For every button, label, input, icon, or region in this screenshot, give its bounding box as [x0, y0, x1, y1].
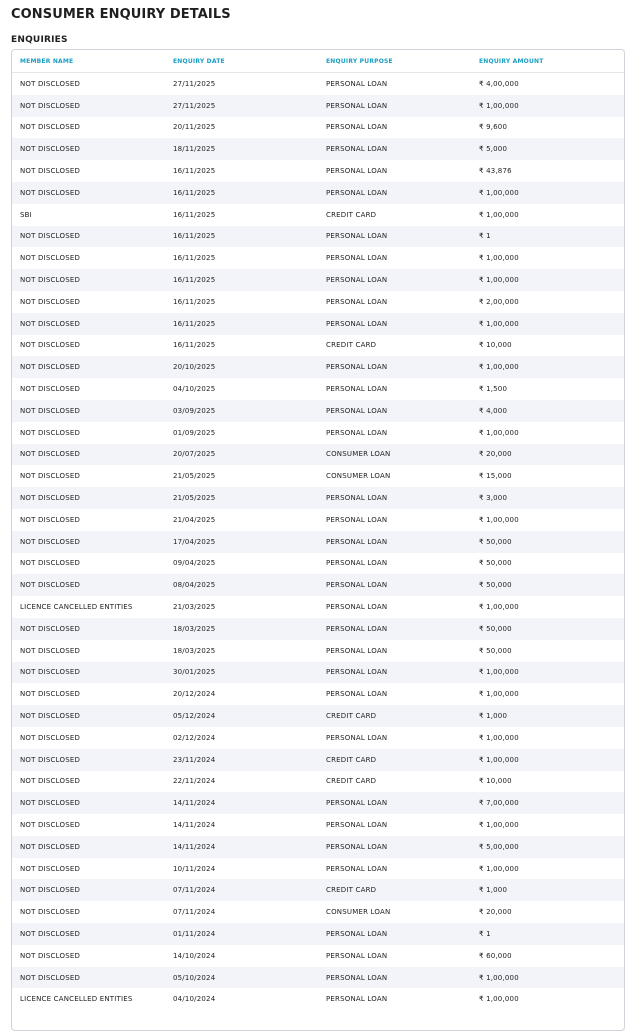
table-row — [12, 269, 624, 291]
member-name-cell: NOT DISCLOSED — [12, 95, 165, 117]
table-row — [12, 836, 624, 858]
enquiry-date-cell: 16/11/2025 — [165, 247, 318, 269]
member-name-cell: NOT DISCLOSED — [12, 160, 165, 182]
enquiry-date-cell: 10/11/2024 — [165, 858, 318, 880]
table-row — [12, 117, 624, 139]
enquiry-date-cell: 18/03/2025 — [165, 640, 318, 662]
enquiry-date-cell: 16/11/2025 — [165, 160, 318, 182]
member-name-cell: LICENCE CANCELLED ENTITIES — [12, 988, 165, 1010]
enquiry-date-cell: 20/12/2024 — [165, 683, 318, 705]
enquiry-amount-cell: ₹ 1,00,000 — [471, 967, 624, 989]
member-name-cell: NOT DISCLOSED — [12, 378, 165, 400]
enquiry-purpose-cell: PERSONAL LOAN — [318, 509, 471, 531]
enquiry-amount-cell: ₹ 2,00,000 — [471, 291, 624, 313]
enquiry-purpose-cell: PERSONAL LOAN — [318, 269, 471, 291]
enquiry-amount-cell: ₹ 50,000 — [471, 640, 624, 662]
member-name-cell: NOT DISCLOSED — [12, 923, 165, 945]
table-row — [12, 879, 624, 901]
enquiry-amount-cell: ₹ 50,000 — [471, 618, 624, 640]
table-row — [12, 858, 624, 880]
enquiry-purpose-cell: PERSONAL LOAN — [318, 683, 471, 705]
enquiry-purpose-cell: PERSONAL LOAN — [318, 422, 471, 444]
enquiry-purpose-cell: PERSONAL LOAN — [318, 378, 471, 400]
enquiry-amount-cell: ₹ 1,00,000 — [471, 683, 624, 705]
enquiry-date-cell: 21/05/2025 — [165, 487, 318, 509]
table-row — [12, 204, 624, 226]
member-name-cell: NOT DISCLOSED — [12, 73, 165, 95]
member-name-cell: NOT DISCLOSED — [12, 945, 165, 967]
enquiry-purpose-cell: PERSONAL LOAN — [318, 117, 471, 139]
enquiry-purpose-cell: PERSONAL LOAN — [318, 574, 471, 596]
member-name-cell: NOT DISCLOSED — [12, 640, 165, 662]
table-row — [12, 400, 624, 422]
enquiry-date-cell: 27/11/2025 — [165, 95, 318, 117]
enquiry-date-cell: 04/10/2024 — [165, 988, 318, 1010]
enquiry-date-cell: 21/04/2025 — [165, 509, 318, 531]
section-title: ENQUIRIES — [11, 35, 68, 45]
enquiry-purpose-cell: CREDIT CARD — [318, 749, 471, 771]
enquiry-amount-cell: ₹ 1,00,000 — [471, 988, 624, 1010]
enquiry-date-cell: 18/11/2025 — [165, 138, 318, 160]
enquiry-date-cell: 04/10/2025 — [165, 378, 318, 400]
enquiry-amount-cell: ₹ 1,00,000 — [471, 182, 624, 204]
enquiry-purpose-cell: PERSONAL LOAN — [318, 226, 471, 248]
enquiry-purpose-cell: PERSONAL LOAN — [318, 618, 471, 640]
enquiry-purpose-cell: PERSONAL LOAN — [318, 792, 471, 814]
table-row — [12, 509, 624, 531]
enquiry-purpose-cell: PERSONAL LOAN — [318, 836, 471, 858]
enquiry-date-cell: 14/11/2024 — [165, 814, 318, 836]
member-name-cell: NOT DISCLOSED — [12, 422, 165, 444]
enquiry-amount-cell: ₹ 3,000 — [471, 487, 624, 509]
enquiry-purpose-cell: PERSONAL LOAN — [318, 945, 471, 967]
enquiry-purpose-cell: PERSONAL LOAN — [318, 356, 471, 378]
table-row — [12, 73, 624, 95]
member-name-cell: NOT DISCLOSED — [12, 182, 165, 204]
enquiry-date-cell: 16/11/2025 — [165, 204, 318, 226]
column-header-member-name: MEMBER NAME — [12, 50, 165, 73]
member-name-cell: NOT DISCLOSED — [12, 553, 165, 575]
enquiry-amount-cell: ₹ 1,00,000 — [471, 509, 624, 531]
enquiry-date-cell: 21/03/2025 — [165, 596, 318, 618]
member-name-cell: NOT DISCLOSED — [12, 487, 165, 509]
enquiry-purpose-cell: PERSONAL LOAN — [318, 95, 471, 117]
table-row — [12, 727, 624, 749]
table-row — [12, 749, 624, 771]
member-name-cell: NOT DISCLOSED — [12, 574, 165, 596]
enquiry-date-cell: 14/11/2024 — [165, 792, 318, 814]
enquiry-amount-cell: ₹ 1,00,000 — [471, 422, 624, 444]
member-name-cell: NOT DISCLOSED — [12, 967, 165, 989]
enquiry-date-cell: 18/03/2025 — [165, 618, 318, 640]
table-row — [12, 640, 624, 662]
enquiry-amount-cell: ₹ 1,00,000 — [471, 596, 624, 618]
enquiry-amount-cell: ₹ 1,00,000 — [471, 727, 624, 749]
enquiry-purpose-cell: CREDIT CARD — [318, 879, 471, 901]
enquiry-date-cell: 22/11/2024 — [165, 771, 318, 793]
enquiry-date-cell: 01/11/2024 — [165, 923, 318, 945]
enquiry-purpose-cell: PERSONAL LOAN — [318, 640, 471, 662]
enquiry-amount-cell: ₹ 50,000 — [471, 553, 624, 575]
table-row — [12, 531, 624, 553]
enquiry-date-cell: 16/11/2025 — [165, 291, 318, 313]
enquiry-amount-cell: ₹ 9,600 — [471, 117, 624, 139]
member-name-cell: NOT DISCLOSED — [12, 836, 165, 858]
column-header-enquiry-date: ENQUIRY DATE — [165, 50, 318, 73]
enquiry-date-cell: 16/11/2025 — [165, 182, 318, 204]
enquiry-purpose-cell: CONSUMER LOAN — [318, 901, 471, 923]
table-row — [12, 247, 624, 269]
table-row — [12, 553, 624, 575]
member-name-cell: NOT DISCLOSED — [12, 901, 165, 923]
enquiry-date-cell: 30/01/2025 — [165, 662, 318, 684]
enquiry-amount-cell: ₹ 20,000 — [471, 901, 624, 923]
enquiry-purpose-cell: PERSONAL LOAN — [318, 247, 471, 269]
enquiry-date-cell: 16/11/2025 — [165, 313, 318, 335]
enquiry-date-cell: 09/04/2025 — [165, 553, 318, 575]
table-row — [12, 596, 624, 618]
enquiry-amount-cell: ₹ 1,000 — [471, 705, 624, 727]
member-name-cell: NOT DISCLOSED — [12, 662, 165, 684]
member-name-cell: NOT DISCLOSED — [12, 531, 165, 553]
enquiry-amount-cell: ₹ 1,500 — [471, 378, 624, 400]
enquiry-purpose-cell: PERSONAL LOAN — [318, 160, 471, 182]
enquiry-amount-cell: ₹ 1,00,000 — [471, 313, 624, 335]
enquiry-amount-cell: ₹ 1,00,000 — [471, 662, 624, 684]
enquiry-date-cell: 14/11/2024 — [165, 836, 318, 858]
enquiry-purpose-cell: CREDIT CARD — [318, 771, 471, 793]
enquiry-date-cell: 16/11/2025 — [165, 269, 318, 291]
table-header-row — [12, 50, 624, 73]
enquiry-date-cell: 23/11/2024 — [165, 749, 318, 771]
member-name-cell: NOT DISCLOSED — [12, 335, 165, 357]
enquiry-amount-cell: ₹ 43,876 — [471, 160, 624, 182]
enquiries-table-container — [11, 49, 625, 1031]
enquiry-purpose-cell: CREDIT CARD — [318, 204, 471, 226]
member-name-cell: LICENCE CANCELLED ENTITIES — [12, 596, 165, 618]
member-name-cell: NOT DISCLOSED — [12, 705, 165, 727]
enquiry-amount-cell: ₹ 4,000 — [471, 400, 624, 422]
enquiry-purpose-cell: PERSONAL LOAN — [318, 487, 471, 509]
enquiry-date-cell: 05/12/2024 — [165, 705, 318, 727]
member-name-cell: NOT DISCLOSED — [12, 313, 165, 335]
enquiry-amount-cell: ₹ 1,00,000 — [471, 204, 624, 226]
enquiry-amount-cell: ₹ 10,000 — [471, 335, 624, 357]
member-name-cell: NOT DISCLOSED — [12, 117, 165, 139]
enquiry-purpose-cell: PERSONAL LOAN — [318, 400, 471, 422]
table-row — [12, 988, 624, 1010]
table-row — [12, 422, 624, 444]
column-header-enquiry-purpose: ENQUIRY PURPOSE — [318, 50, 471, 73]
member-name-cell: NOT DISCLOSED — [12, 138, 165, 160]
table-row — [12, 138, 624, 160]
enquiry-date-cell: 08/04/2025 — [165, 574, 318, 596]
member-name-cell: NOT DISCLOSED — [12, 269, 165, 291]
table-row — [12, 226, 624, 248]
member-name-cell: NOT DISCLOSED — [12, 618, 165, 640]
enquiry-purpose-cell: PERSONAL LOAN — [318, 596, 471, 618]
enquiry-amount-cell: ₹ 1,00,000 — [471, 269, 624, 291]
enquiry-purpose-cell: PERSONAL LOAN — [318, 553, 471, 575]
member-name-cell: NOT DISCLOSED — [12, 749, 165, 771]
table-row — [12, 95, 624, 117]
table-row — [12, 160, 624, 182]
member-name-cell: NOT DISCLOSED — [12, 683, 165, 705]
table-row — [12, 444, 624, 466]
enquiry-amount-cell: ₹ 5,00,000 — [471, 836, 624, 858]
enquiry-purpose-cell: PERSONAL LOAN — [318, 313, 471, 335]
table-row — [12, 465, 624, 487]
member-name-cell: NOT DISCLOSED — [12, 509, 165, 531]
enquiry-amount-cell: ₹ 4,00,000 — [471, 73, 624, 95]
member-name-cell: NOT DISCLOSED — [12, 879, 165, 901]
enquiry-amount-cell: ₹ 1,00,000 — [471, 356, 624, 378]
table-row — [12, 967, 624, 989]
enquiry-amount-cell: ₹ 1,00,000 — [471, 814, 624, 836]
table-row — [12, 771, 624, 793]
member-name-cell: NOT DISCLOSED — [12, 858, 165, 880]
enquiry-date-cell: 05/10/2024 — [165, 967, 318, 989]
enquiry-date-cell: 02/12/2024 — [165, 727, 318, 749]
enquiry-date-cell: 07/11/2024 — [165, 879, 318, 901]
enquiry-date-cell: 20/07/2025 — [165, 444, 318, 466]
table-row — [12, 792, 624, 814]
page-title: CONSUMER ENQUIRY DETAILS — [11, 7, 231, 22]
member-name-cell: NOT DISCLOSED — [12, 247, 165, 269]
member-name-cell: NOT DISCLOSED — [12, 444, 165, 466]
enquiry-purpose-cell: PERSONAL LOAN — [318, 138, 471, 160]
table-row — [12, 574, 624, 596]
enquiry-purpose-cell: PERSONAL LOAN — [318, 531, 471, 553]
enquiry-date-cell: 16/11/2025 — [165, 335, 318, 357]
enquiry-amount-cell: ₹ 50,000 — [471, 574, 624, 596]
member-name-cell: NOT DISCLOSED — [12, 400, 165, 422]
table-row — [12, 313, 624, 335]
enquiry-amount-cell: ₹ 60,000 — [471, 945, 624, 967]
enquiry-amount-cell: ₹ 1 — [471, 923, 624, 945]
enquiry-date-cell: 07/11/2024 — [165, 901, 318, 923]
enquiry-date-cell: 14/10/2024 — [165, 945, 318, 967]
enquiry-purpose-cell: PERSONAL LOAN — [318, 988, 471, 1010]
enquiry-purpose-cell: CONSUMER LOAN — [318, 444, 471, 466]
column-header-enquiry-amount: ENQUIRY AMOUNT — [471, 50, 624, 73]
table-row — [12, 378, 624, 400]
member-name-cell: NOT DISCLOSED — [12, 291, 165, 313]
enquiry-purpose-cell: PERSONAL LOAN — [318, 967, 471, 989]
enquiry-purpose-cell: PERSONAL LOAN — [318, 291, 471, 313]
enquiry-amount-cell: ₹ 1,00,000 — [471, 247, 624, 269]
table-row — [12, 923, 624, 945]
enquiry-purpose-cell: PERSONAL LOAN — [318, 662, 471, 684]
enquiry-purpose-cell: PERSONAL LOAN — [318, 182, 471, 204]
member-name-cell: NOT DISCLOSED — [12, 226, 165, 248]
table-row — [12, 945, 624, 967]
member-name-cell: NOT DISCLOSED — [12, 792, 165, 814]
enquiries-table — [12, 50, 624, 1010]
member-name-cell: NOT DISCLOSED — [12, 771, 165, 793]
enquiry-date-cell: 01/09/2025 — [165, 422, 318, 444]
enquiry-purpose-cell: PERSONAL LOAN — [318, 814, 471, 836]
enquiry-date-cell: 17/04/2025 — [165, 531, 318, 553]
enquiry-purpose-cell: CREDIT CARD — [318, 335, 471, 357]
enquiry-date-cell: 20/10/2025 — [165, 356, 318, 378]
enquiry-purpose-cell: PERSONAL LOAN — [318, 923, 471, 945]
enquiry-amount-cell: ₹ 1,00,000 — [471, 95, 624, 117]
table-row — [12, 814, 624, 836]
enquiry-purpose-cell: PERSONAL LOAN — [318, 73, 471, 95]
member-name-cell: SBI — [12, 204, 165, 226]
enquiry-amount-cell: ₹ 15,000 — [471, 465, 624, 487]
member-name-cell: NOT DISCLOSED — [12, 465, 165, 487]
table-row — [12, 356, 624, 378]
table-row — [12, 335, 624, 357]
enquiry-amount-cell: ₹ 5,000 — [471, 138, 624, 160]
enquiry-purpose-cell: CONSUMER LOAN — [318, 465, 471, 487]
table-row — [12, 487, 624, 509]
enquiry-date-cell: 20/11/2025 — [165, 117, 318, 139]
member-name-cell: NOT DISCLOSED — [12, 356, 165, 378]
table-row — [12, 683, 624, 705]
enquiry-amount-cell: ₹ 10,000 — [471, 771, 624, 793]
enquiry-purpose-cell: PERSONAL LOAN — [318, 727, 471, 749]
enquiry-date-cell: 21/05/2025 — [165, 465, 318, 487]
enquiry-amount-cell: ₹ 1 — [471, 226, 624, 248]
enquiry-date-cell: 03/09/2025 — [165, 400, 318, 422]
enquiry-date-cell: 27/11/2025 — [165, 73, 318, 95]
enquiry-date-cell: 16/11/2025 — [165, 226, 318, 248]
table-row — [12, 182, 624, 204]
table-row — [12, 662, 624, 684]
table-row — [12, 291, 624, 313]
enquiry-purpose-cell: PERSONAL LOAN — [318, 858, 471, 880]
enquiry-amount-cell: ₹ 1,000 — [471, 879, 624, 901]
enquiry-purpose-cell: CREDIT CARD — [318, 705, 471, 727]
enquiry-amount-cell: ₹ 20,000 — [471, 444, 624, 466]
enquiry-amount-cell: ₹ 1,00,000 — [471, 749, 624, 771]
member-name-cell: NOT DISCLOSED — [12, 814, 165, 836]
enquiry-amount-cell: ₹ 50,000 — [471, 531, 624, 553]
enquiry-amount-cell: ₹ 1,00,000 — [471, 858, 624, 880]
enquiry-amount-cell: ₹ 7,00,000 — [471, 792, 624, 814]
table-row — [12, 901, 624, 923]
table-row — [12, 618, 624, 640]
table-row — [12, 705, 624, 727]
member-name-cell: NOT DISCLOSED — [12, 727, 165, 749]
